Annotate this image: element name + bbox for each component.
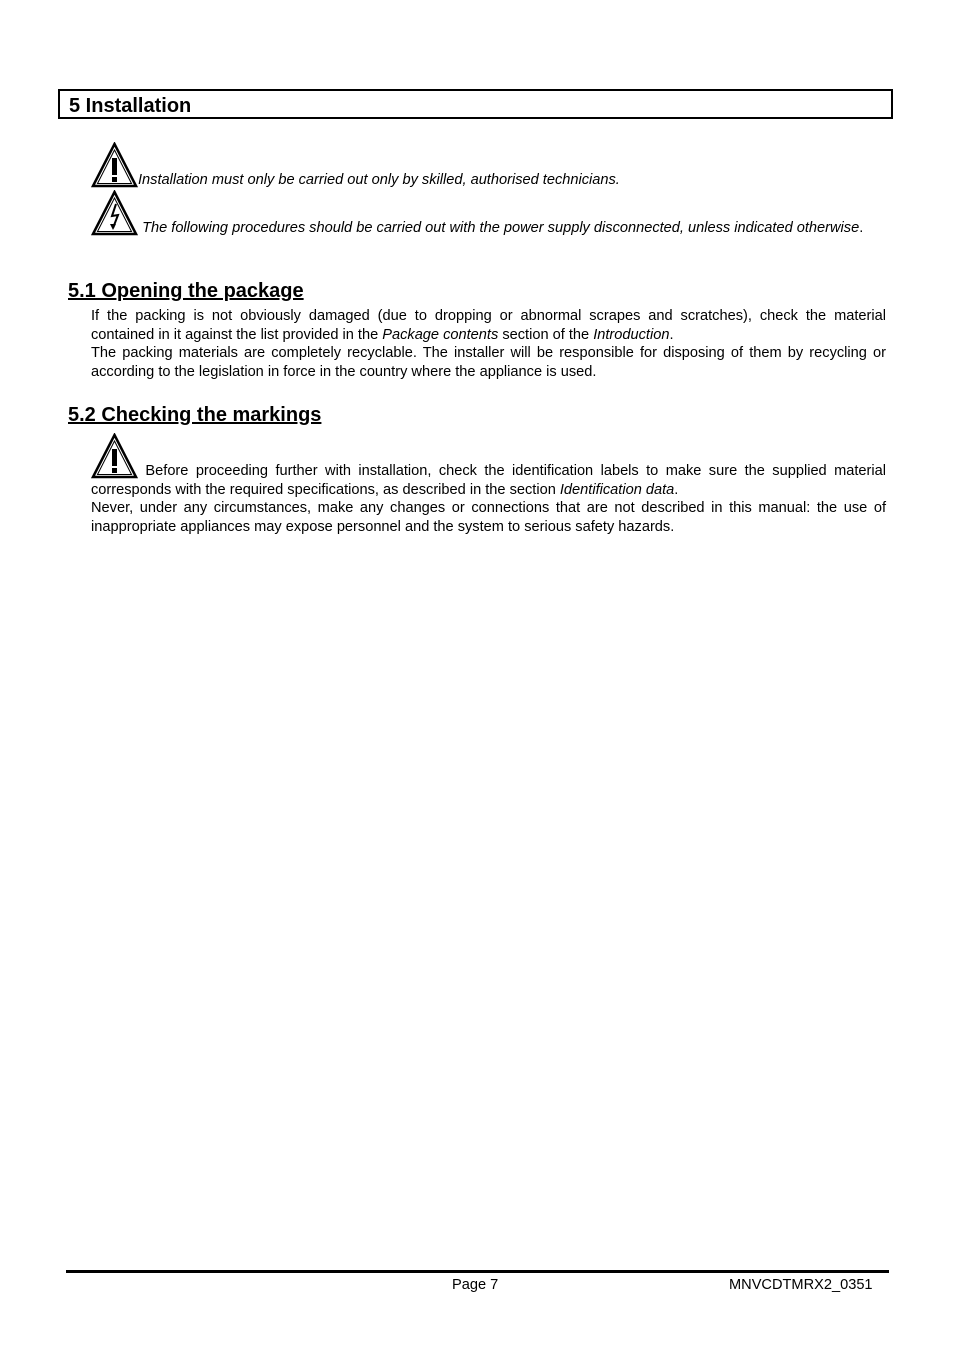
warning-triangle-icon [91, 433, 138, 479]
paragraph: Before proceeding further with installation, check the identification labels to make sure the supplied material corresponds with the required specifications, as described in the section Identification data. [91, 433, 886, 499]
paragraph: Never, under any circumstances, make any changes or connections that are not described in this manual: the use of inappropriate appliances may expose personnel and the system to serious safety hazards. [91, 500, 886, 535]
chapter-title: 5 Installation [69, 95, 192, 117]
paragraph: If the packing is not obviously damaged (due to dropping or abnormal scrapes and scratches), check the material contained in it against the list provided in the Package contents section of the Introduction. [91, 308, 886, 343]
warning-skilled-technicians [91, 142, 886, 190]
warning-power-disconnected: The following procedures should be carried out with the power supply disconnected, unless indicated otherwise. [91, 190, 886, 238]
page-number: Page 7 [452, 1277, 499, 1293]
section-5-1-heading: 5.1 Opening the package [68, 280, 304, 302]
document-code: MNVCDTMRX2_0351 [729, 1277, 873, 1293]
section-5-1-body [91, 307, 886, 381]
paragraph: The packing materials are completely recyclable. The installer will be responsible for disposing of them by recycling or according to the legislation in force in the country where the appliance is used. [91, 345, 886, 380]
electric-hazard-icon [91, 190, 138, 236]
chapter-heading-box [58, 89, 893, 119]
section-5-2-heading: 5.2 Checking the markings [68, 404, 322, 426]
footer-rule [66, 1270, 889, 1273]
warning-triangle-icon [91, 142, 138, 188]
section-5-2-body [91, 433, 886, 536]
warning-text: The following procedures should be carried out with the power supply disconnected, unless indicated otherwise [142, 220, 860, 236]
warning-text: Installation must only be carried out only by skilled, authorised technicians. [138, 172, 620, 188]
